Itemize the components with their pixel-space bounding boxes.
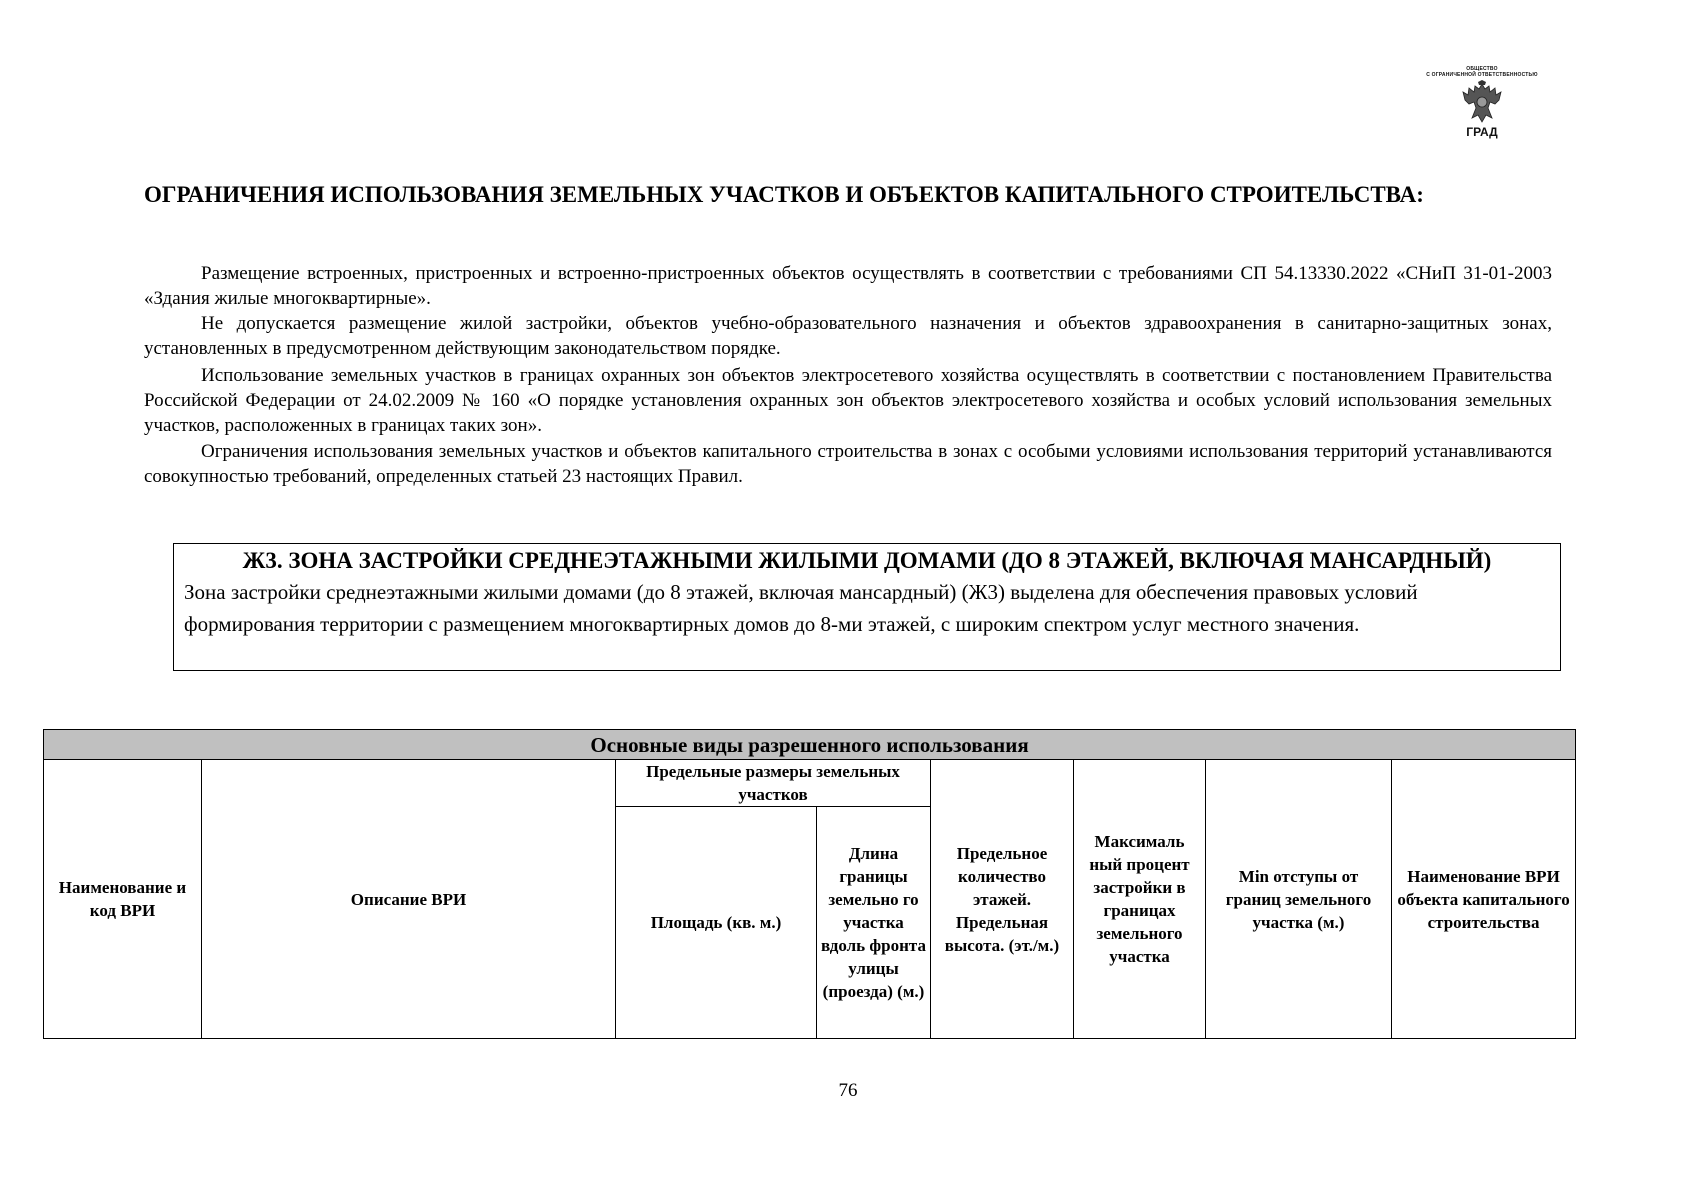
header-name-code: Наименование и код ВРИ bbox=[44, 760, 202, 1039]
logo-org-line2: С ОГРАНИЧЕННОЙ ОТВЕТСТВЕННОСТЬЮ bbox=[1426, 72, 1538, 78]
header-min-setbacks: Min отступы от границ земельного участка (м.) bbox=[1206, 760, 1392, 1039]
header-frontage: Длина границы земельно го участка вдоль фронта улицы (проезда) (м.) bbox=[817, 807, 931, 1039]
logo-org-line1: ОБЩЕСТВО bbox=[1466, 66, 1498, 72]
header-max-coverage: Максималь ный процент застройки в границах земельного участка bbox=[1074, 760, 1206, 1039]
header-area: Площадь (кв. м.) bbox=[616, 807, 817, 1039]
paragraph-power-grid-zones: Использование земельных участков в границах охранных зон объектов электросетевого хозяйства осуществлять в соответствии с постановлением Правительства Российской Федерации от 24.02.2009 № 160 «О порядке установления охранных зон объектов электросетевого хозяйства и особых условий использования земельных участков, расположенных в границах таких зон». bbox=[144, 365, 1552, 436]
page-number: 76 bbox=[838, 1080, 858, 1101]
permitted-use-table bbox=[43, 729, 1576, 1039]
section-heading: ОГРАНИЧЕНИЯ ИСПОЛЬЗОВАНИЯ ЗЕМЕЛЬНЫХ УЧАСТКОВ И ОБЪЕКТОВ КАПИТАЛЬНОГО СТРОИТЕЛЬСТВА: bbox=[144, 182, 1424, 207]
header-object-name: Наименование ВРИ объекта капитального строительства bbox=[1392, 760, 1576, 1039]
paragraph-built-in-objects: Размещение встроенных, пристроенных и встроенно-пристроенных объектов осуществлять в соответствии с требованиями СП 54.13330.2022 «СНиП 31-01-2003 «Здания жилые многоквартирные». bbox=[144, 263, 1552, 309]
paragraph-special-conditions: Ограничения использования земельных участков и объектов капитального строительства в зонах с особыми условиями использования территорий устанавливаются совокупностью требований, определенных статьей 23 настоящих Правил. bbox=[144, 441, 1552, 487]
header-floors-height: Предельное количество этажей. Предельная высота. (эт./м.) bbox=[931, 760, 1074, 1039]
company-logo bbox=[1392, 66, 1572, 156]
zone-description: Зона застройки среднеэтажными жилыми домами (до 8 этажей, включая мансардный) (Ж3) выделена для обеспечения правовых условий формирования территории с размещением многоквартирных домов до 8-ми этажей, с широким спектром услуг местного значения. bbox=[184, 580, 1418, 636]
table-caption: Основные виды разрешенного использования bbox=[44, 730, 1576, 760]
header-description: Описание ВРИ bbox=[202, 760, 616, 1039]
header-plot-limits: Предельные размеры земельных участков bbox=[616, 760, 931, 807]
logo-brand: ГРАД bbox=[1466, 125, 1498, 139]
zone-description-box bbox=[173, 543, 1561, 671]
double-headed-eagle-emblem-icon bbox=[1459, 80, 1505, 124]
zone-title: Ж3. ЗОНА ЗАСТРОЙКИ СРЕДНЕЭТАЖНЫМИ ЖИЛЫМИ ДОМАМИ (ДО 8 ЭТАЖЕЙ, ВКЛЮЧАЯ МАНСАРДНЫЙ) bbox=[242, 548, 1492, 573]
paragraph-sanitary-zones: Не допускается размещение жилой застройки, объектов учебно-образовательного назначения и объектов здравоохранения в санитарно-защитных зонах, установленных в предусмотренном действующим законодательством порядке. bbox=[144, 313, 1552, 359]
